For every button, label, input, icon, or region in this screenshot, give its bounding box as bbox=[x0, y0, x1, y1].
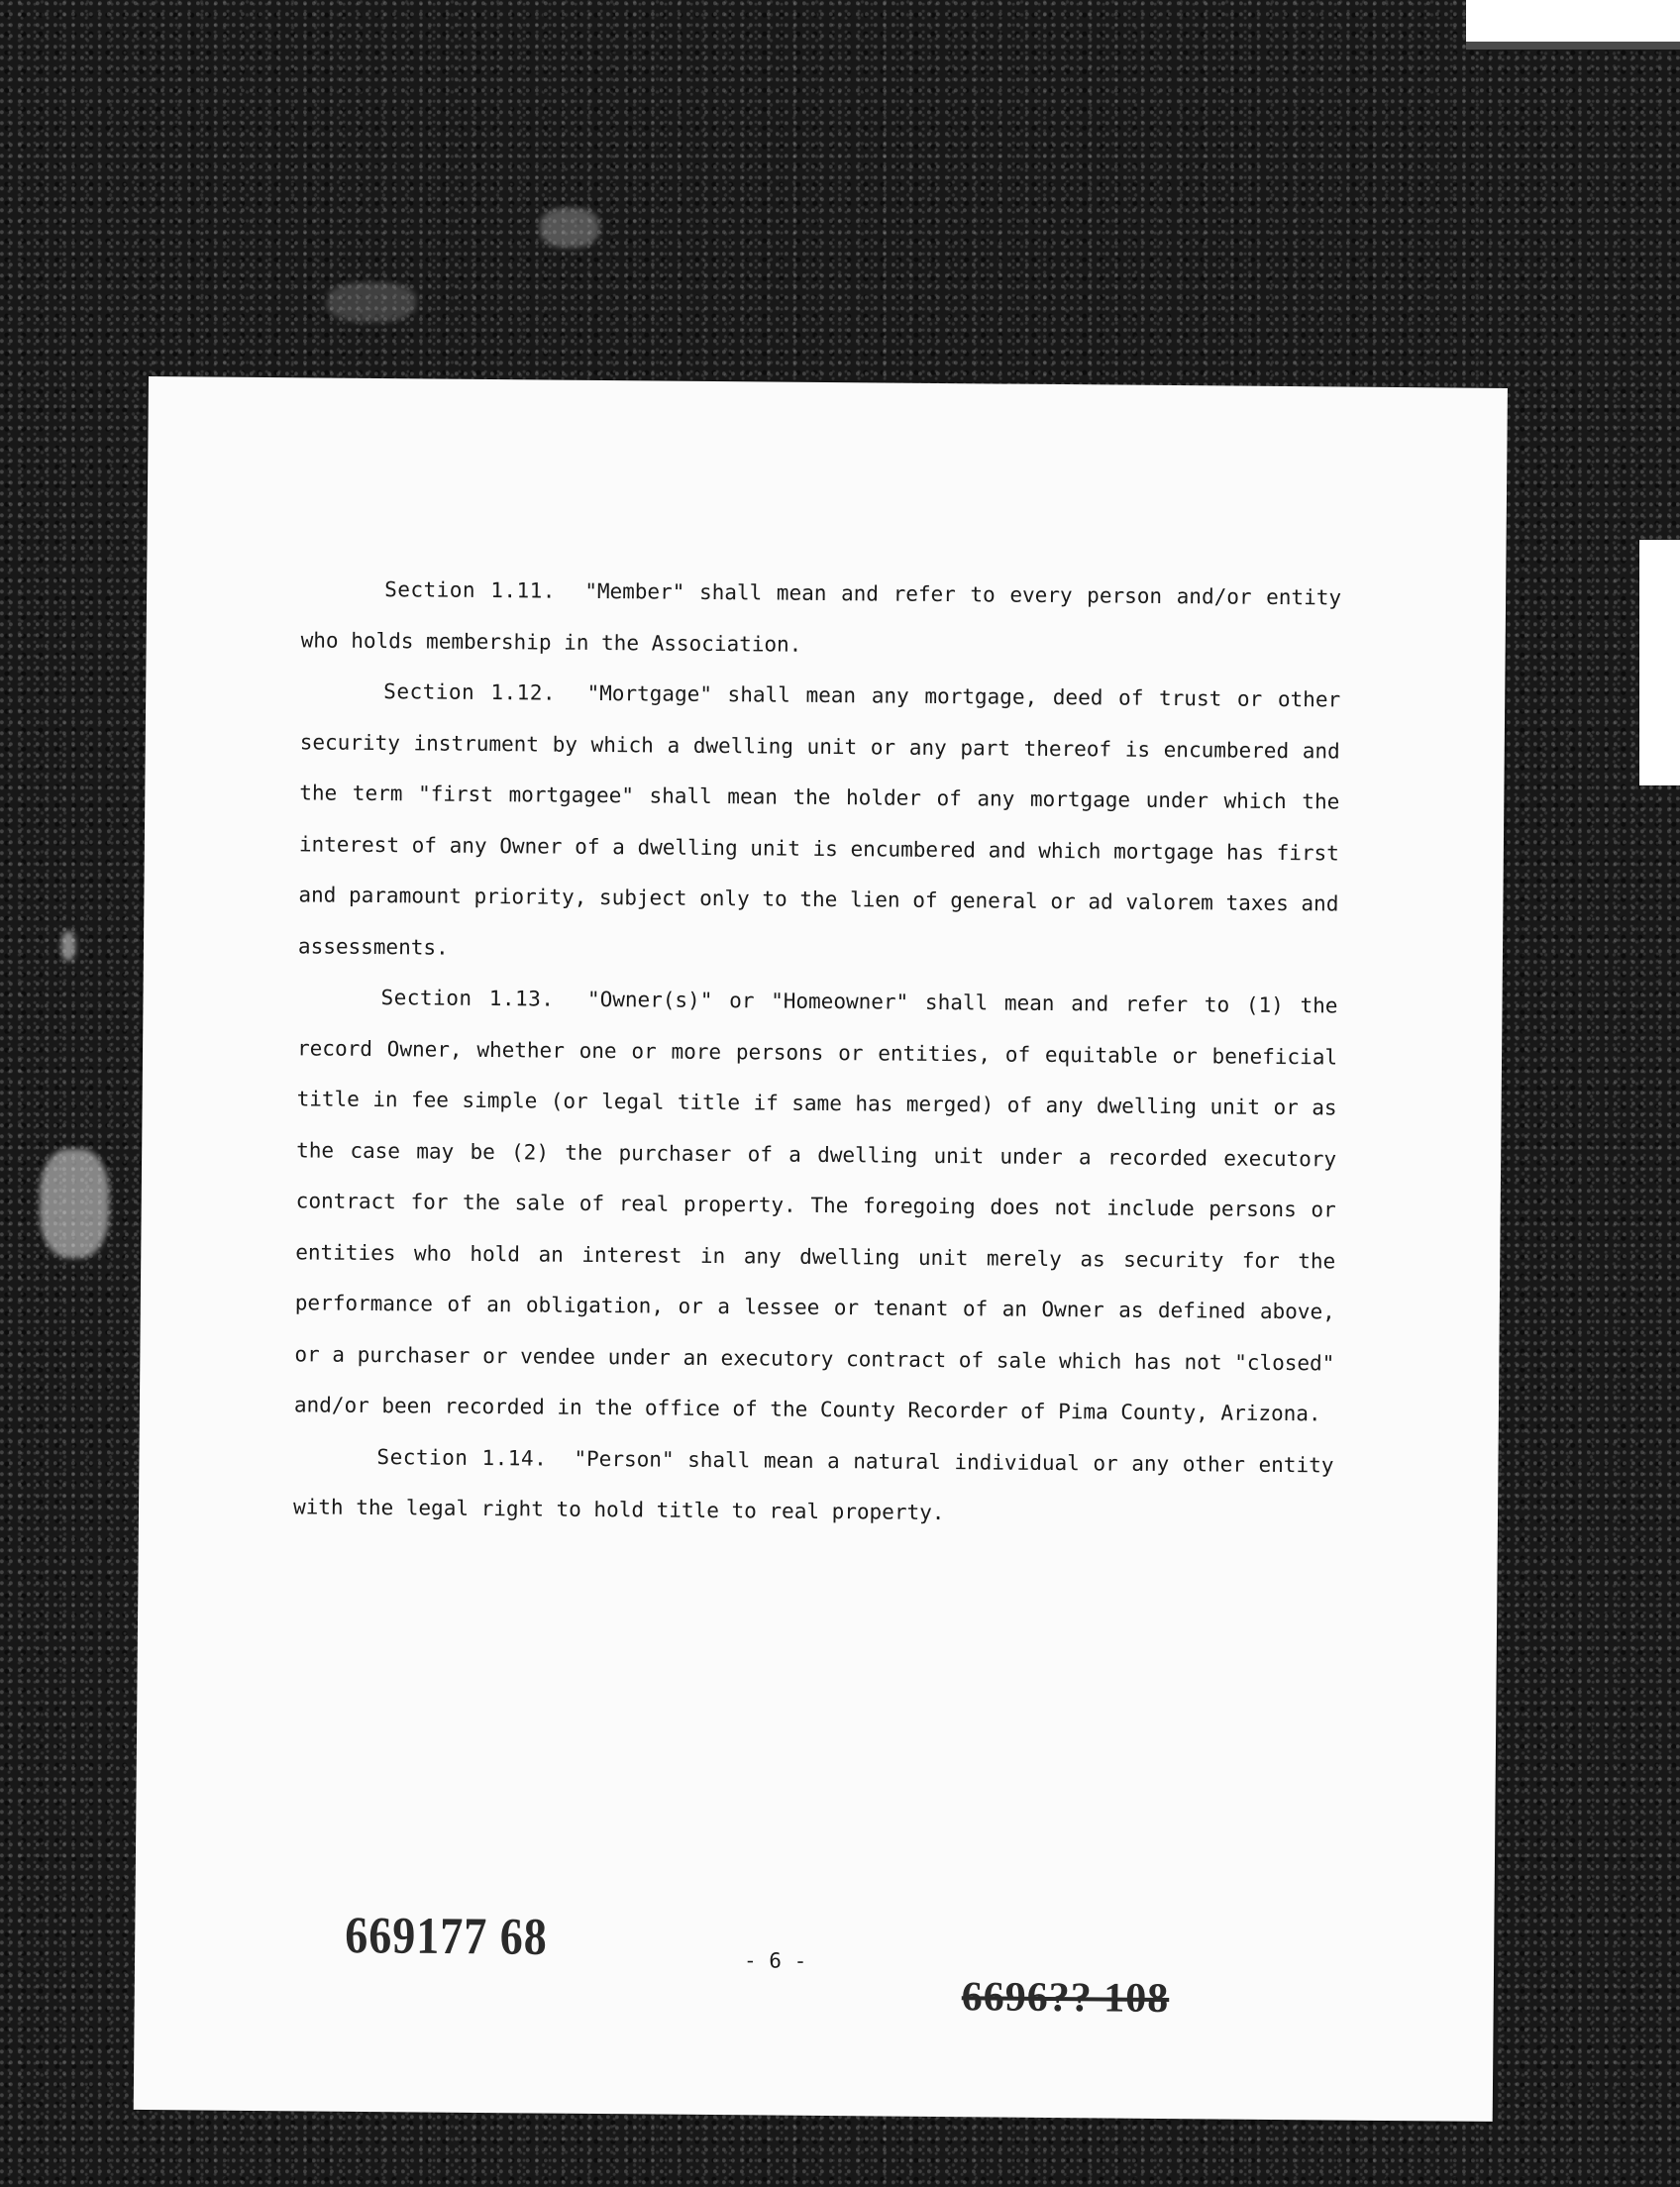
section-heading: Section 1.12. bbox=[383, 679, 557, 705]
paragraph-section-1-14 bbox=[293, 1431, 1334, 1542]
section-heading: Section 1.13. bbox=[380, 986, 555, 1011]
document-body bbox=[293, 564, 1341, 1542]
scan-artifact bbox=[327, 282, 416, 322]
page-number: - 6 - bbox=[743, 1948, 807, 1973]
section-text: "Member" shall mean and refer to every person and/or entity who holds membership in the Association. bbox=[300, 578, 1342, 657]
scan-artifact bbox=[540, 208, 599, 248]
document-page bbox=[134, 376, 1508, 2122]
struck-recording-number-stamp: 6696?? 108 bbox=[961, 1974, 1170, 2023]
paragraph-section-1-13 bbox=[294, 972, 1338, 1440]
section-heading: Section 1.11. bbox=[384, 577, 557, 603]
scan-artifact bbox=[40, 1149, 109, 1258]
paragraph-section-1-11 bbox=[300, 564, 1341, 675]
paper-edge-rule bbox=[1466, 42, 1680, 50]
section-text: "Owner(s)" or "Homeowner" shall mean and refer to (1) the record Owner, whether one or more persons or entities, of equitable or beneficial title in fee simple (or legal title if same has merged) of any dwelling unit or as the case may be (2) the purchaser of a dwelling unit under a recorded executory contract for the sale of real property. The foregoing does not include persons or entities who hold an interest in any dwelling unit merely as security for the performance of an obligation, or a lessee or tenant of an Owner as defined above, or a purchaser or vendee under an executory contract of sale which has not "closed" and/or been recorded in the office of the County Recorder of Pima County, Arizona. bbox=[293, 987, 1338, 1426]
scan-artifact bbox=[61, 931, 75, 961]
paragraph-section-1-12 bbox=[298, 666, 1341, 981]
section-heading: Section 1.14. bbox=[376, 1444, 548, 1471]
paper-edge-top bbox=[1466, 0, 1680, 48]
section-text: "Mortgage" shall mean any mortgage, deed of trust or other security instrument by which a dwelling unit or any part thereof is encumbered and the term "first mortgagee" shall mean the holder of any mortgage under which the interest of any Owner of a dwelling unit is encumbered and which mortgage has first and paramount priority, subject only to the lien of general or ad valorem taxes and assessments. bbox=[297, 680, 1341, 960]
recording-number-stamp: 669177 68 bbox=[345, 1905, 549, 1966]
section-text: "Person" shall mean a natural individual or any other entity with the legal right to hold title to real property. bbox=[292, 1446, 1334, 1525]
paper-tab-right bbox=[1639, 540, 1680, 785]
